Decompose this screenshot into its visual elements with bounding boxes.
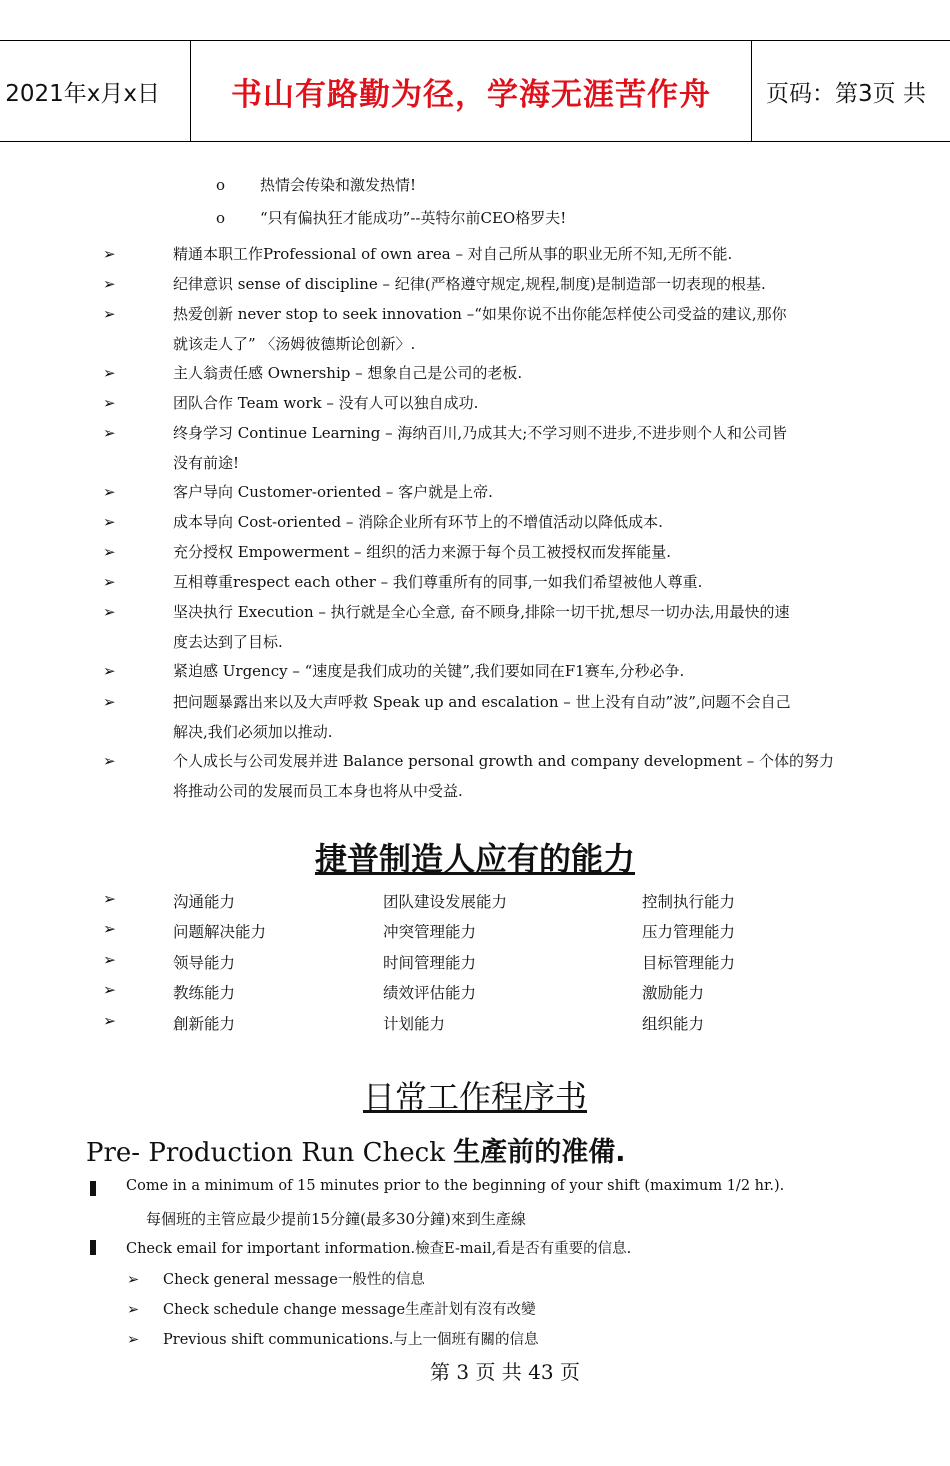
value-bullet-text: 充分授权 Empowerment – 组织的活力来源于每个员工被授权而发挥能量. [173, 543, 672, 561]
preproduction-heading [86, 1130, 626, 1169]
ability-item: 组织能力 [642, 1014, 705, 1033]
preproduction-item-cn: 每個班的主管应最少提前15分鐘(最多30分鐘)來到生產線 [146, 1210, 526, 1228]
value-bullet-text: 就该走人了” 〈汤姆彼德斯论创新〉. [173, 334, 416, 353]
value-bullet-text: 终身学习 Continue Learning – 海纳百川,乃成其大;不学习则不进步,不进步则个人和公司皆 [173, 424, 788, 442]
arrow-bullet-icon: ➢ [103, 603, 116, 621]
preproduction-sub-item-text: Check schedule change message生產計划有沒有改變 [163, 1302, 536, 1318]
arrow-bullet-icon: ➢ [103, 364, 116, 382]
header-date-cell [0, 41, 191, 141]
value-bullet-text: 客户导向 Customer-oriented – 客户就是上帝. [173, 483, 493, 501]
circle-bullet-text: 热情会传染和激发热情! [260, 176, 417, 194]
header-page-cell [752, 41, 950, 141]
arrow-bullet-icon: ➢ [103, 483, 116, 501]
preproduction-item-en: Check email for important information.檢查E-mail,看是否有重要的信息. [126, 1241, 632, 1257]
circle-bullet-marker: o [216, 209, 226, 227]
ability-item: 压力管理能力 [642, 923, 736, 942]
arrow-bullet-icon: ➢ [103, 275, 116, 293]
ability-item: 团队建设发展能力 [383, 893, 508, 911]
square-bullet-icon [90, 1240, 96, 1255]
header-date: 2021年x月x日 [5, 80, 160, 107]
preproduction-sub-item-text: Previous shift communications.与上一個班有關的信息 [163, 1332, 539, 1348]
ability-item: 教练能力 [173, 984, 236, 1003]
abilities-heading [0, 834, 950, 880]
value-bullet-text: 解决,我们必须加以推动. [173, 722, 333, 741]
value-bullet-text: 将推动公司的发展而员工本身也将从中受益. [173, 781, 463, 800]
circle-bullet-marker: o [216, 176, 226, 194]
circle-bullet-item [216, 174, 416, 195]
footer-page-number: 第 3 页 共 43 页 [430, 1360, 580, 1384]
value-bullet-text: 坚决执行 Execution – 执行就是全心全意, 奋不顾身,排除一切干扰,想尽一切办法,用最快的速 [173, 603, 790, 621]
circle-bullet-item [216, 207, 566, 228]
arrow-bullet-icon: ➢ [103, 950, 116, 969]
arrow-bullet-icon: ➢ [127, 1302, 140, 1318]
value-bullet-text: 成本导向 Cost-oriented – 消除企业所有环节上的不增值活动以降低成本. [173, 513, 663, 531]
preproduction-item-en: Come in a minimum of 15 minutes prior to the beginning of your shift (maximum 1/2 hr.). [126, 1178, 785, 1194]
preproduction-sub-item [127, 1328, 538, 1349]
value-bullet-text: 热爱创新 never stop to seek innovation –“如果你说不出你能怎样使公司受益的建议,那你 [173, 305, 787, 323]
value-bullet-text: 把问题暴露出来以及大声呼救 Speak up and escalation – 世上没有自动”波”,问题不会自己 [173, 693, 791, 711]
arrow-bullet-icon: ➢ [103, 305, 116, 323]
value-bullet-text: 紧迫感 Urgency – “速度是我们成功的关键”,我们要如同在F1赛车,分秒必争. [173, 662, 685, 680]
preproduction-sub-item-text: Check general message一般性的信息 [163, 1272, 425, 1288]
arrow-bullet-icon: ➢ [103, 662, 116, 680]
procedure-heading [0, 1072, 950, 1118]
header-motto: 书山有路勤为径，学海无涯苦作舟 [231, 76, 711, 113]
arrow-bullet-icon: ➢ [127, 1332, 140, 1348]
arrow-bullet-icon: ➢ [103, 890, 116, 908]
value-bullet-text: 团队合作 Team work – 没有人可以独自成功. [173, 394, 479, 412]
ability-item: 目标管理能力 [642, 953, 736, 972]
value-bullet-text: 纪律意识 sense of discipline – 纪律(严格遵守规定,规程,制度)是制造部一切表现的根基. [173, 275, 766, 293]
arrow-bullet-icon: ➢ [103, 513, 116, 531]
page-footer [0, 1356, 950, 1385]
circle-bullet-text: “只有偏执狂才能成功”--英特尔前CEO格罗夫! [260, 209, 567, 227]
abilities-heading-text: 捷普制造人应有的能力 [314, 840, 635, 878]
value-bullet-text: 互相尊重respect each other – 我们尊重所有的同事,一如我们希望被他人尊重. [173, 573, 703, 591]
ability-item: 领导能力 [173, 953, 236, 972]
arrow-bullet-icon: ➢ [103, 920, 116, 939]
preproduction-heading-en: Pre- Production Run Check [86, 1138, 454, 1168]
preproduction-sub-item [127, 1268, 425, 1289]
arrow-bullet-icon: ➢ [103, 752, 116, 770]
arrow-bullet-icon: ➢ [103, 245, 116, 263]
ability-item: 绩效评估能力 [383, 984, 477, 1003]
ability-item: 问题解决能力 [173, 923, 267, 942]
value-bullet-text: 精通本职工作Professional of own area – 对自己所从事的职业无所不知,无所不能. [173, 245, 733, 263]
square-bullet-icon [90, 1181, 96, 1196]
ability-item: 創新能力 [173, 1014, 236, 1033]
ability-item: 控制执行能力 [642, 893, 736, 911]
value-bullet-text: 个人成长与公司发展并进 Balance personal growth and company development – 个体的努力 [173, 752, 834, 770]
procedure-heading-text: 日常工作程序书 [362, 1078, 587, 1116]
arrow-bullet-icon: ➢ [103, 693, 116, 711]
arrow-bullet-icon: ➢ [103, 981, 116, 1000]
value-bullet-text: 主人翁责任感 Ownership – 想象自己是公司的老板. [173, 364, 523, 382]
arrow-bullet-icon: ➢ [103, 573, 116, 591]
arrow-bullet-icon: ➢ [127, 1272, 140, 1288]
ability-item: 沟通能力 [173, 893, 236, 911]
header-page-info: 页码：第3页 共 [766, 80, 926, 107]
arrow-bullet-icon: ➢ [103, 543, 116, 561]
arrow-bullet-icon: ➢ [103, 394, 116, 412]
value-bullet-text: 度去达到了目标. [173, 632, 283, 651]
preproduction-sub-item [127, 1298, 536, 1319]
ability-item: 激励能力 [642, 984, 705, 1003]
ability-item: 冲突管理能力 [383, 923, 477, 942]
value-bullet-text: 没有前途! [173, 453, 240, 472]
preproduction-heading-cn: 生產前的准備. [453, 1137, 626, 1168]
arrow-bullet-icon: ➢ [103, 424, 116, 442]
arrow-bullet-icon: ➢ [103, 1011, 116, 1030]
ability-item: 计划能力 [383, 1014, 446, 1033]
header-motto-cell [191, 41, 752, 141]
ability-item: 时间管理能力 [383, 953, 477, 972]
page-header [0, 40, 950, 142]
